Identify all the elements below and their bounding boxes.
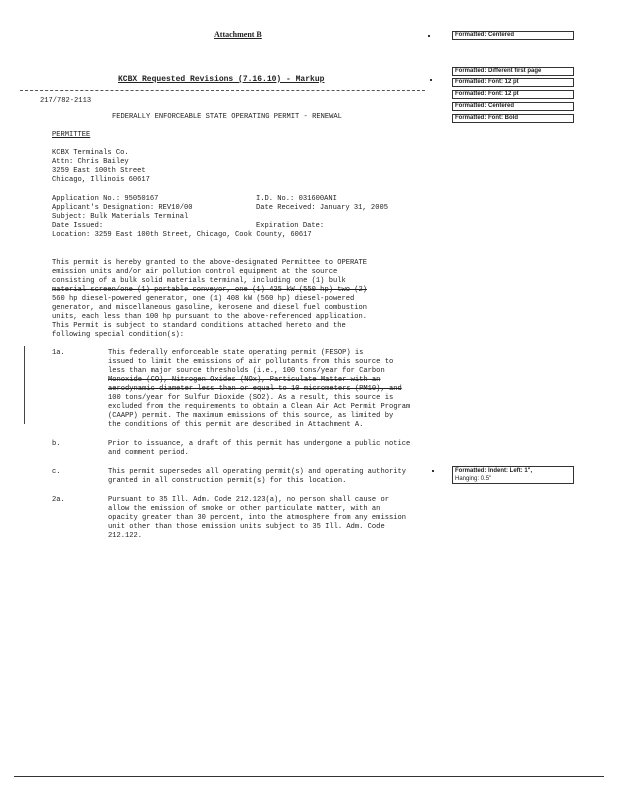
condition-line: 212.122. [108,532,143,540]
intro-line: emission units and/or air pollution control equipment at the source [52,268,338,276]
margin-note-text: Formatted: Indent: Left: 1", [455,468,533,474]
margin-note-text: Formatted: Font: 12 pt [455,79,519,85]
margin-note-text: Hanging: 0.5" [455,476,492,482]
condition-line: (CAAPP) permit. The maximum emissions of this source, as limited by [108,412,394,420]
condition-line: excluded from the requirements to obtain a Clean Air Act Permit Program [108,403,411,411]
condition-line: allow the emission of smoke or other particulate matter, with an [108,505,381,513]
attachment-label: Attachment B [214,30,262,39]
date-issued: Date Issued: [52,222,104,230]
section-break-line [20,90,425,91]
intro-line: following special condition(s): [52,331,184,339]
revision-marker [428,35,430,37]
intro-line: units, each less than 100 hp pursuant to the above-referenced application. [52,313,368,321]
margin-note[interactable] [452,466,574,484]
revision-marker [432,470,434,472]
condition-line: and comment period. [108,449,189,457]
intro-line: This Permit is subject to standard conditions attached hereto and the [52,322,346,330]
condition-line: the conditions of this permit are described in Attachment A. [108,421,364,429]
permit-title: FEDERALLY ENFORCEABLE STATE OPERATING PERMIT - RENEWAL [112,113,342,121]
condition-line: issued to limit the emissions of air pollutants from this source to [108,358,394,366]
margin-note-text: Formatted: Font: 12 pt [455,91,519,97]
margin-note-text: Formatted: Centered [455,32,515,38]
condition-line: unit other than those emission units subject to 35 Ill. Adm. Code [108,523,385,531]
margin-note[interactable] [452,31,574,40]
subject: Subject: Bulk Materials Terminal [52,213,189,221]
condition-line: opacity greater than 30 percent, into the atmosphere from any emission [108,514,406,522]
revision-title: KCBX Requested Revisions (7.16.10) - Markup [118,75,325,84]
permittee-line: 3259 East 100th Street [52,167,146,175]
condition-line: less than major source thresholds (i.e., 100 tons/year for Carbon [108,367,385,375]
margin-note[interactable] [452,78,574,87]
applicant-designation: Applicant's Designation: REV10/00 [52,204,193,212]
margin-note-text: Formatted: Centered [455,103,515,109]
margin-note[interactable] [452,102,574,111]
condition-number: 2a. [52,496,65,504]
id-number: I.D. No.: 031600ANI [256,195,337,203]
intro-line: material screen/one (1) portable conveyor, one (1) 425 kW (550 hp) two (2) [52,286,368,294]
intro-line: 560 hp diesel-powered generator, one (1) 408 kW (560 hp) diesel-powered [52,295,355,303]
permittee-line: Attn: Chris Bailey [52,158,129,166]
location: Location: 3259 East 100th Street, Chicago, Cook County, 60617 [52,231,312,239]
condition-line: 100 tons/year for Sulfur Dioxide (SO2). As a result, this source is [108,394,394,402]
change-bar [24,346,25,424]
condition-line: granted in all construction permit(s) for this location. [108,477,347,485]
condition-line: Monoxide (CO), Nitrogen Oxides (NOx), Particulate Matter with an [108,376,381,384]
expiration-date: Expiration Date: [256,222,325,230]
margin-note[interactable] [452,90,574,99]
condition-line: Pursuant to 35 Ill. Adm. Code 212.123(a), no person shall cause or [108,496,389,504]
margin-note[interactable] [452,114,574,123]
condition-line: Prior to issuance, a draft of this permit has undergone a public notice [108,440,411,448]
intro-line: generator, and miscellaneous gasoline, kerosene and diesel fuel combustion [52,304,368,312]
margin-note-text: Formatted: Font: Bold [455,115,518,121]
revision-marker [430,79,432,81]
phone-number: 217/782-2113 [40,97,92,105]
condition-line: This federally enforceable state operating permit (FESOP) is [108,349,364,357]
intro-line: This permit is hereby granted to the above-designated Permittee to OPERATE [52,259,368,267]
permittee-line: KCBX Terminals Co. [52,149,129,157]
condition-number: c. [52,468,61,476]
application-number: Application No.: 95050167 [52,195,159,203]
condition-number: b. [52,440,61,448]
intro-line: consisting of a bulk solid materials terminal, including one (1) bulk [52,277,346,285]
condition-line: This permit supersedes all operating permit(s) and operating authority [108,468,406,476]
condition-number: 1a. [52,349,65,357]
date-received: Date Received: January 31, 2005 [256,204,388,212]
permittee-line: Chicago, Illinois 60617 [52,176,150,184]
condition-line: aerodynamic diameter less than or equal to 10 micrometers (PM10), and [108,385,402,393]
page-bottom-edge [14,776,604,777]
permittee-label: PERMITTEE [52,131,91,139]
margin-note-text: Formatted: Different first page [455,68,542,74]
margin-note[interactable] [452,67,574,76]
